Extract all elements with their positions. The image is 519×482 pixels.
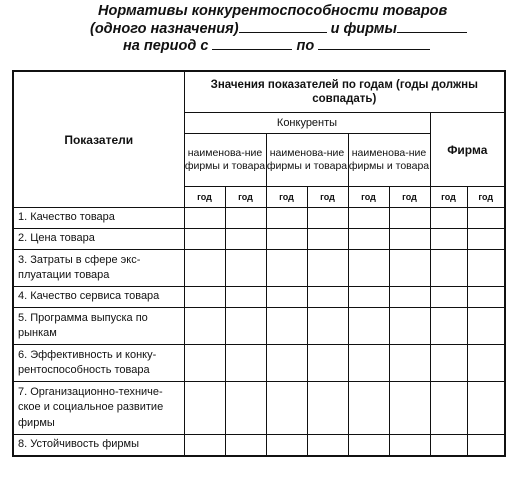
value-cell[interactable] — [225, 435, 266, 456]
value-cell[interactable] — [348, 287, 389, 308]
value-cell[interactable] — [467, 382, 505, 435]
value-cell[interactable] — [348, 345, 389, 382]
value-cell[interactable] — [348, 435, 389, 456]
value-cell[interactable] — [184, 345, 225, 382]
value-cell[interactable] — [430, 435, 467, 456]
value-cell[interactable] — [307, 208, 348, 229]
value-cell[interactable] — [225, 229, 266, 250]
value-cell[interactable] — [225, 382, 266, 435]
header-values-by-year: Значения показателей по годам (годы должны совпадать) — [184, 71, 505, 113]
header-year: год — [266, 187, 307, 208]
value-cell[interactable] — [225, 250, 266, 287]
value-cell[interactable] — [184, 208, 225, 229]
title-line-3 — [123, 37, 430, 55]
value-cell[interactable] — [307, 229, 348, 250]
value-cell[interactable] — [348, 208, 389, 229]
blank-purpose — [239, 20, 327, 33]
blank-to — [318, 37, 430, 50]
value-cell[interactable] — [266, 208, 307, 229]
value-cell[interactable] — [389, 308, 430, 345]
value-cell[interactable] — [184, 287, 225, 308]
value-cell[interactable] — [266, 382, 307, 435]
value-cell[interactable] — [467, 250, 505, 287]
title-firm: и фирмы — [330, 21, 397, 37]
value-cell[interactable] — [225, 287, 266, 308]
row-label: 1. Качество товара — [13, 208, 184, 229]
value-cell[interactable] — [348, 250, 389, 287]
value-cell[interactable] — [389, 287, 430, 308]
value-cell[interactable] — [266, 287, 307, 308]
value-cell[interactable] — [389, 208, 430, 229]
title-period-from: на период с — [123, 38, 209, 54]
value-cell[interactable] — [430, 308, 467, 345]
value-cell[interactable] — [467, 308, 505, 345]
table-row — [13, 435, 505, 456]
value-cell[interactable] — [430, 229, 467, 250]
value-cell[interactable] — [184, 250, 225, 287]
value-cell[interactable] — [430, 208, 467, 229]
table-row — [13, 229, 505, 250]
header-year: год — [430, 187, 467, 208]
value-cell[interactable] — [184, 435, 225, 456]
table-row — [13, 345, 505, 382]
row-label: 7. Организационно-техниче-ское и социальное развитие фирмы — [13, 382, 184, 435]
value-cell[interactable] — [389, 229, 430, 250]
value-cell[interactable] — [430, 250, 467, 287]
header-competitor-name-3: наименова-ние фирмы и товара — [348, 134, 430, 187]
table-row — [13, 250, 505, 287]
header-year: год — [307, 187, 348, 208]
value-cell[interactable] — [307, 250, 348, 287]
title-line-2 — [90, 20, 467, 38]
value-cell[interactable] — [389, 435, 430, 456]
value-cell[interactable] — [467, 345, 505, 382]
value-cell[interactable] — [184, 229, 225, 250]
title-line-1: Нормативы конкурентоспособности товаров — [98, 3, 448, 19]
table-row — [13, 208, 505, 229]
header-competitor-name-2: наименова-ние фирмы и товара — [266, 134, 348, 187]
value-cell[interactable] — [266, 308, 307, 345]
blank-from — [212, 37, 292, 50]
value-cell[interactable] — [307, 308, 348, 345]
value-cell[interactable] — [430, 345, 467, 382]
value-cell[interactable] — [348, 382, 389, 435]
header-year: год — [184, 187, 225, 208]
value-cell[interactable] — [467, 229, 505, 250]
table-row — [13, 308, 505, 345]
title-purpose: (одного назначения) — [90, 21, 239, 37]
value-cell[interactable] — [348, 308, 389, 345]
value-cell[interactable] — [389, 345, 430, 382]
value-cell[interactable] — [225, 345, 266, 382]
header-year: год — [348, 187, 389, 208]
value-cell[interactable] — [430, 382, 467, 435]
title-period-to: по — [296, 38, 315, 54]
value-cell[interactable] — [389, 250, 430, 287]
header-indicators: Показатели — [13, 71, 184, 208]
value-cell[interactable] — [389, 382, 430, 435]
value-cell[interactable] — [467, 287, 505, 308]
header-year: год — [389, 187, 430, 208]
row-label: 8. Устойчивость фирмы — [13, 435, 184, 456]
row-label: 4. Качество сервиса товара — [13, 287, 184, 308]
value-cell[interactable] — [307, 382, 348, 435]
header-competitors: Конкуренты — [184, 113, 430, 134]
value-cell[interactable] — [467, 435, 505, 456]
value-cell[interactable] — [307, 287, 348, 308]
value-cell[interactable] — [266, 250, 307, 287]
value-cell[interactable] — [307, 435, 348, 456]
value-cell[interactable] — [184, 382, 225, 435]
table-row — [13, 382, 505, 435]
row-label: 2. Цена товара — [13, 229, 184, 250]
value-cell[interactable] — [307, 345, 348, 382]
row-label: 5. Программа выпуска по рынкам — [13, 308, 184, 345]
value-cell[interactable] — [225, 308, 266, 345]
value-cell[interactable] — [184, 308, 225, 345]
value-cell[interactable] — [225, 208, 266, 229]
header-firm: Фирма — [430, 113, 505, 187]
table-row — [13, 287, 505, 308]
row-label: 3. Затраты в сфере экс-плуатации товара — [13, 250, 184, 287]
value-cell[interactable] — [430, 287, 467, 308]
row-label: 6. Эффективность и конку-рентоспособность товара — [13, 345, 184, 382]
value-cell[interactable] — [467, 208, 505, 229]
value-cell[interactable] — [266, 345, 307, 382]
blank-firm — [397, 20, 467, 33]
indicators-table — [12, 70, 506, 457]
header-competitor-name-1: наименова-ние фирмы и товара — [184, 134, 266, 187]
header-year: год — [467, 187, 505, 208]
value-cell[interactable] — [266, 435, 307, 456]
header-year: год — [225, 187, 266, 208]
value-cell[interactable] — [266, 229, 307, 250]
value-cell[interactable] — [348, 229, 389, 250]
